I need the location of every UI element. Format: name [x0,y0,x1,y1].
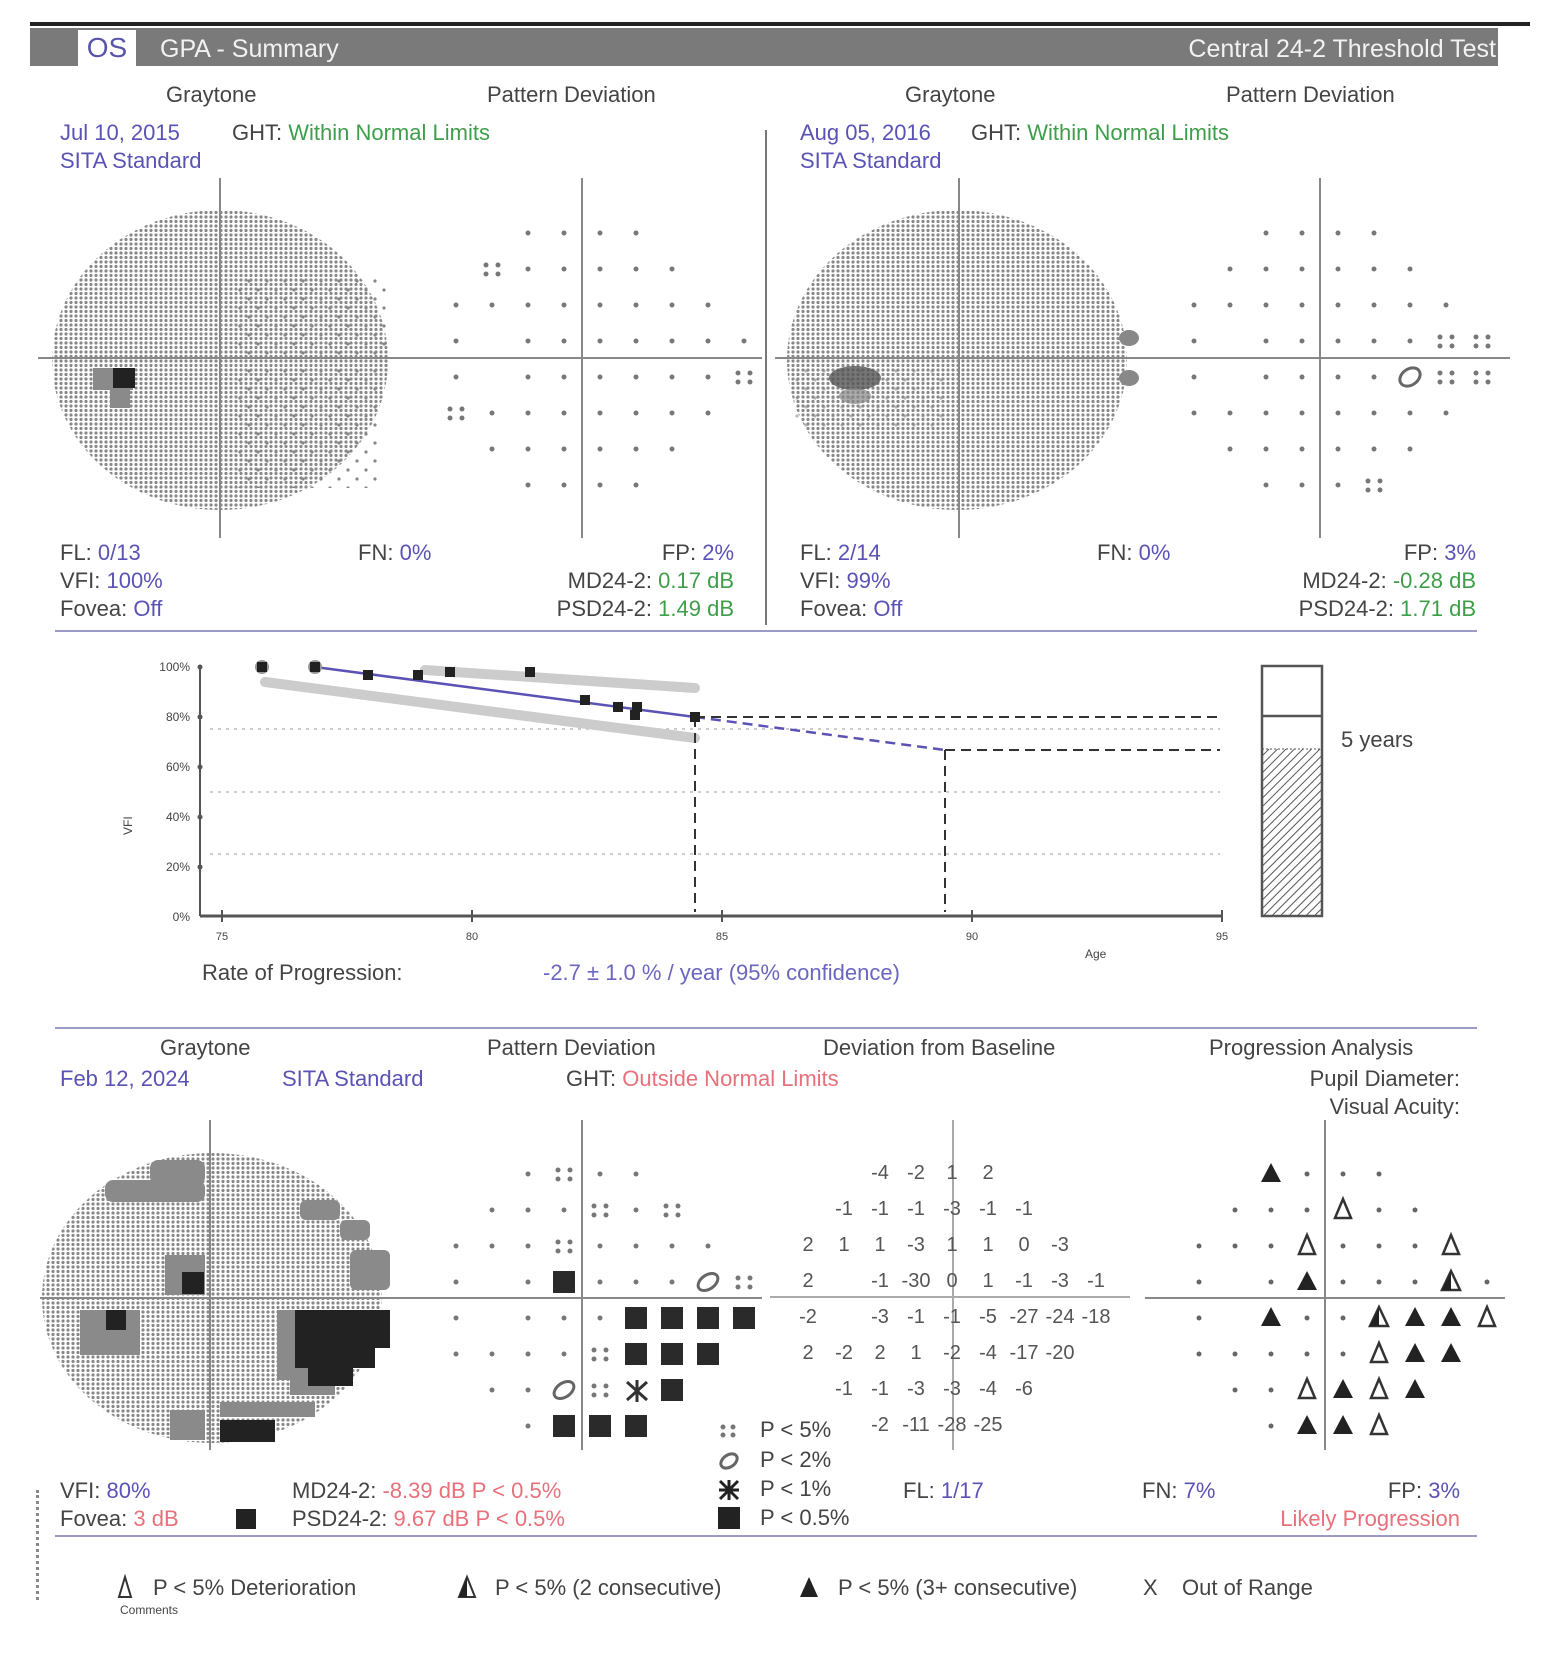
deviation-cell: 2 [802,1342,814,1364]
deviation-cell: 1 [910,1342,922,1364]
solid-triangle-icon [798,1575,820,1599]
progression-conclusion: Likely Progression [1280,1506,1460,1531]
projection-years-label: 5 years [1341,727,1414,752]
b1-strategy: SITA Standard [60,148,202,173]
deviation-cell: -3 [871,1306,889,1328]
deviation-cell: -1 [979,1198,997,1220]
b2-pattern-deviation-plot [1140,178,1510,538]
section-divider-1 [55,630,1477,632]
cur-fp: FP: 3% [1387,1478,1460,1503]
cur-vfi: VFI: 80% [60,1478,151,1503]
eye-label: OS [78,30,136,66]
section-divider-3 [55,1535,1477,1537]
deviation-cell: 0 [946,1270,958,1292]
deviation-cell: -1 [1015,1270,1033,1292]
svg-text:Age: Age [1085,947,1107,961]
b1-md: MD24-2: 0.17 dB [567,568,734,593]
deviation-cell: 2 [982,1162,994,1184]
cur-progression-title: Progression Analysis [1209,1035,1414,1060]
svg-text:80%: 80% [165,710,190,724]
deviation-cell: -1 [871,1378,889,1400]
b2-md: MD24-2: -0.28 dB [1302,568,1476,593]
cur-deviation-baseline-title: Deviation from Baseline [823,1035,1056,1060]
cur-md: MD24-2: -8.39 dB P < 0.5% [292,1478,562,1503]
b2-graytone-plot [775,178,1145,538]
b1-psd: PSD24-2: 1.49 dB [556,596,734,621]
deviation-cell: -2 [835,1342,853,1364]
b2-fovea: Fovea: Off [800,596,903,621]
deviation-cell: -3 [907,1378,925,1400]
svg-text:90: 90 [965,931,979,943]
b1-ght [232,120,490,146]
b1-graytone-plot [38,178,408,538]
svg-text:75: 75 [215,931,229,943]
pupil-diameter-label: Pupil Diameter: [1309,1066,1460,1091]
cur-psd: PSD24-2: 9.67 dB P < 0.5% [292,1506,565,1531]
b2-ght-value: Within Normal Limits [1027,120,1229,145]
b2-fl: FL: 2/14 [800,540,881,565]
svg-text:40%: 40% [165,810,190,824]
deviation-cell: -28 [937,1414,967,1436]
deviation-cell: -3 [1051,1234,1069,1256]
p5-dots-icon [718,1421,740,1441]
projection-bar [1260,664,1324,918]
cur-fovea: Fovea: 3 dB [60,1506,179,1531]
deviation-cell: -27 [1009,1306,1039,1328]
rate-label: Rate of Progression: [202,960,403,985]
deviation-cell: 1 [982,1234,994,1256]
deviation-cell: 1 [946,1234,958,1256]
deviation-cell: -20 [1045,1342,1075,1364]
deviation-cell: -3 [907,1234,925,1256]
deviation-cell: -1 [871,1270,889,1292]
svg-text:80: 80 [465,931,479,943]
svg-text:85: 85 [715,931,729,943]
deviation-cell: -17 [1009,1342,1039,1364]
b1-fl: FL: 0/13 [60,540,141,565]
p2-hatch-icon [718,1450,740,1472]
svg-text:95: 95 [1215,931,1229,943]
deviation-cell: 0 [1018,1234,1030,1256]
deviation-cell: -5 [979,1306,997,1328]
dfb-horizontal-axis [770,1296,1130,1298]
deviation-from-baseline-grid [800,1120,1140,1450]
deviation-cell: 1 [982,1270,994,1292]
b2-psd: PSD24-2: 1.71 dB [1298,596,1476,621]
cur-ght: GHT: Outside Normal Limits [566,1066,839,1091]
deviation-cell: -1 [871,1198,889,1220]
test-name: Central 24-2 Threshold Test [1188,35,1496,63]
deviation-cell: -1 [943,1306,961,1328]
deviation-cell: -2 [907,1162,925,1184]
section-divider-2 [55,1027,1477,1029]
cur-date: Feb 12, 2024 [60,1066,190,1091]
legend-out-of-range: Out of Range [1182,1575,1313,1600]
b1-fovea: Fovea: Off [60,596,163,621]
deviation-cell: 1 [874,1234,886,1256]
deviation-cell: -6 [1015,1378,1033,1400]
svg-text:VFI: VFI [121,816,135,835]
deviation-cell: -3 [1051,1270,1069,1292]
deviation-cell: -18 [1081,1306,1111,1328]
b1-graytone-title: Graytone [166,82,257,107]
b2-fn: FN: 0% [1097,540,1171,565]
b2-p2-symbol [1396,364,1423,390]
b2-vfi: VFI: 99% [800,568,891,593]
deviation-cell: 2 [874,1342,886,1364]
deviation-cell: 1 [946,1162,958,1184]
open-triangle-icon [115,1575,135,1599]
b1-vfi: VFI: 100% [60,568,163,593]
deviation-cell: -1 [907,1198,925,1220]
svg-text:100%: 100% [159,660,190,674]
vfi-progression-chart [110,650,1250,961]
deviation-cell: -24 [1045,1306,1075,1328]
svg-text:60%: 60% [165,760,190,774]
cur-fl: FL: 1/17 [903,1478,984,1503]
deviation-cell: -1 [835,1198,853,1220]
deviation-cell: -2 [799,1306,817,1328]
svg-text:20%: 20% [165,860,190,874]
b1-ght-value: Within Normal Limits [288,120,490,145]
deviation-cell: -1 [907,1306,925,1328]
legend-3-consecutive: P < 5% (3+ consecutive) [838,1575,1078,1600]
deviation-cell: 1 [838,1234,850,1256]
out-of-range-x-icon: X [1143,1575,1158,1600]
deviation-cell: -3 [943,1378,961,1400]
half-triangle-icon [456,1575,478,1599]
deviation-cell: -2 [943,1342,961,1364]
progression-analysis-plot [1145,1120,1515,1450]
b2-graytone-title: Graytone [905,82,996,107]
cur-fn: FN: 7% [1142,1478,1216,1503]
deviation-cell: -3 [943,1198,961,1220]
deviation-cell: 2 [802,1270,814,1292]
deviation-cell: -4 [979,1342,997,1364]
baseline-separator [765,130,767,625]
deviation-cell: -25 [973,1414,1003,1436]
cur-graytone-title: Graytone [160,1035,251,1060]
b1-date: Jul 10, 2015 [60,120,180,145]
deviation-cell: -1 [1087,1270,1105,1292]
p05-solid-icon [718,1507,740,1529]
svg-text:0%: 0% [172,910,190,924]
deviation-cell: -4 [979,1378,997,1400]
deviation-cell: -11 [902,1414,930,1436]
b2-strategy: SITA Standard [800,148,942,173]
p1-dense-icon [718,1479,740,1501]
cur-graytone-plot [40,1120,410,1450]
fovea-p05-square-icon [236,1509,256,1529]
cur-strategy: SITA Standard [282,1066,424,1091]
b2-ght-label: GHT: [971,120,1022,145]
b2-date: Aug 05, 2016 [800,120,931,145]
cur-pattern-deviation-plot [402,1120,772,1450]
cur-pattern-title: Pattern Deviation [487,1035,656,1060]
b1-pattern-title: Pattern Deviation [487,82,656,107]
report-title: GPA - Summary [160,35,339,63]
b2-ght [971,120,1229,146]
b2-pattern-title: Pattern Deviation [1226,82,1395,107]
deviation-cell: -1 [835,1378,853,1400]
b1-fp: FP: 2% [661,540,734,565]
deviation-cell: -4 [871,1162,889,1184]
pd-symbol-legend: P < 5% P < 2% P < 1% P < 0.5% [718,1417,868,1537]
b1-ght-label: GHT: [232,120,283,145]
legend-deterioration: P < 5% Deterioration [153,1575,357,1600]
b1-fn: FN: 0% [358,540,432,565]
visual-acuity-label: Visual Acuity: [1329,1094,1460,1119]
legend-2-consecutive: P < 5% (2 consecutive) [495,1575,722,1600]
b1-pattern-deviation-plot [402,178,762,538]
deviation-cell: 2 [802,1234,814,1256]
copyright-vertical-text [36,1490,42,1600]
comments-label: Comments [120,1603,179,1617]
rate-value: -2.7 ± 1.0 % / year (95% confidence) [543,960,900,985]
top-rule [30,22,1530,26]
deviation-cell: -2 [871,1414,889,1436]
deviation-cell: -1 [1015,1198,1033,1220]
b2-fp: FP: 3% [1403,540,1476,565]
deviation-cell: -30 [901,1270,931,1292]
